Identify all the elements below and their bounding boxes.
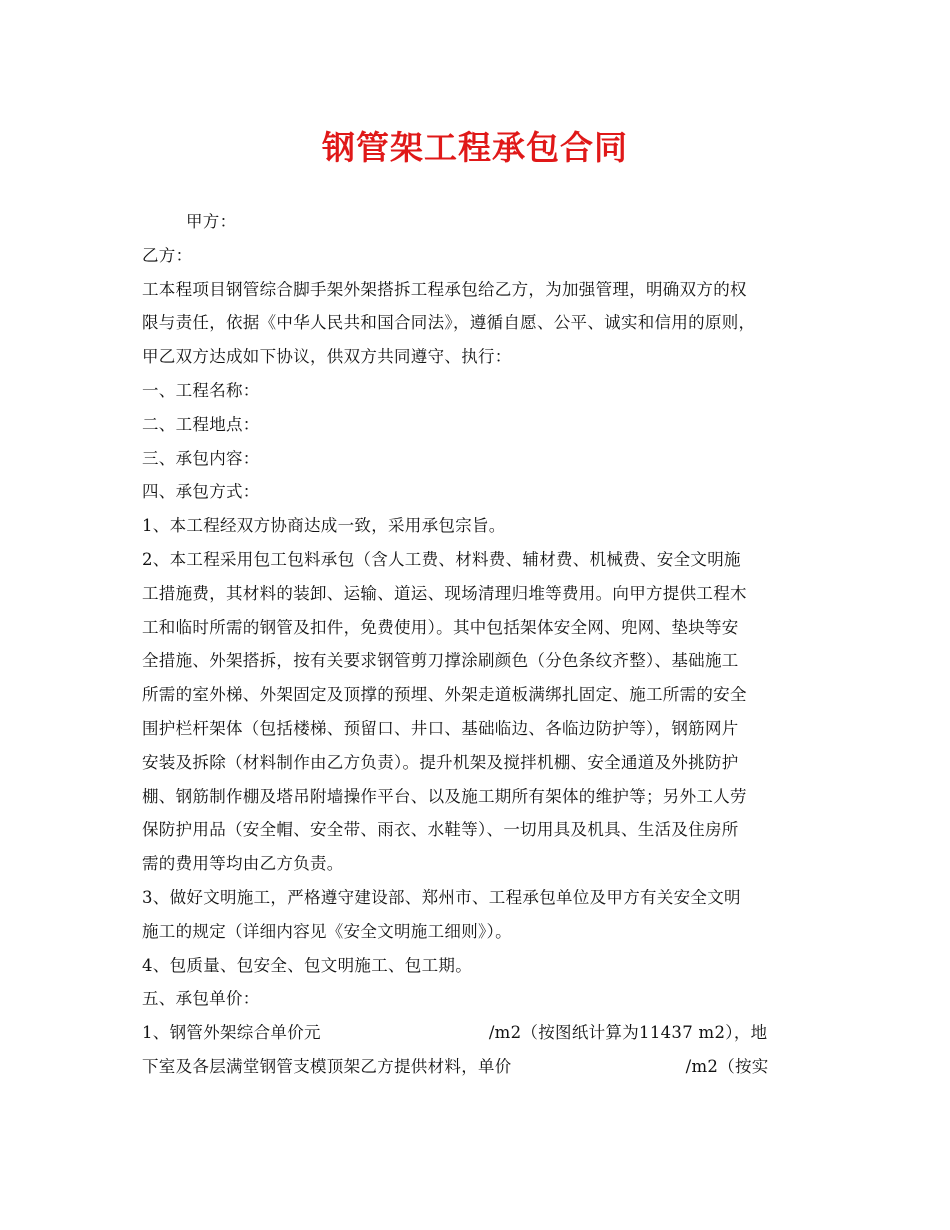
clause-line: 安装及拆除（材料制作由乙方负责）。提升机架及搅拌机棚、安全通道及外挑防护 (142, 752, 739, 772)
clause-line: 4、包质量、包安全、包文明施工、包工期。 (142, 955, 472, 975)
clause-line: 需的费用等均由乙方负责。 (142, 854, 344, 874)
clause-line: 工和临时所需的钢管及扣件，免费使用）。其中包括架体安全网、兜网、垫块等安 (142, 617, 739, 637)
price-line-start: 下室及各层满堂钢管支模顶架乙方提供材料，单价 (142, 1056, 512, 1076)
clause-line: 棚、钢筋制作棚及塔吊附墙操作平台、以及施工期所有架体的维护等；另外工人劳 (142, 786, 747, 806)
contract-body (142, 205, 822, 1084)
clause-line: 全措施、外架搭拆，按有关要求钢管剪刀撑涂刷颜色（分色条纹齐整）、基础施工 (142, 651, 739, 671)
section-heading-contract-method: 四、承包方式： (142, 482, 260, 502)
party-b-line: 乙方： (142, 245, 193, 265)
paragraph-line: 工本程项目钢管综合脚手架外架搭拆工程承包给乙方，为加强管理，明确双方的权 (142, 279, 747, 299)
price-line (142, 1016, 822, 1050)
clause-line: 围护栏杆架体（包括楼梯、预留口、井口、基础临边、各临边防护等），钢筋网片 (142, 718, 739, 738)
price-line-start: 1、钢管外架综合单价元 (142, 1023, 321, 1043)
clause-line: 施工的规定（详细内容见《安全文明施工细则》）。 (142, 921, 512, 941)
clause-line: 2、本工程采用包工包料承包（含人工费、材料费、辅材费、机械费、安全文明施 (142, 549, 741, 569)
price-line (142, 1050, 822, 1084)
price-line-end: /m2（按图纸计算为11437 m2），地 (488, 1023, 768, 1043)
section-heading-scope: 三、承包内容： (142, 448, 260, 468)
section-heading-project-name: 一、工程名称： (142, 380, 260, 400)
party-a-line: 甲方： (186, 212, 237, 231)
section-heading-unit-price: 五、承包单价： (142, 989, 260, 1009)
clause-line: 3、做好文明施工，严格遵守建设部、郑州市、工程承包单位及甲方有关安全文明 (142, 887, 741, 907)
clause-line: 工措施费，其材料的装卸、运输、道运、现场清理归堆等费用。向甲方提供工程木 (142, 583, 747, 603)
document-title: 钢管架工程承包合同 (322, 128, 628, 167)
clause-line: 1、本工程经双方协商达成一致，采用承包宗旨。 (142, 516, 506, 536)
paragraph-line: 甲乙双方达成如下协议，供双方共同遵守、执行： (142, 347, 512, 367)
section-heading-project-location: 二、工程地点： (142, 414, 260, 434)
clause-line: 所需的室外梯、外架固定及顶撑的预埋、外架走道板满绑扎固定、施工所需的安全 (142, 685, 747, 705)
price-line-end: /m2（按实 (685, 1056, 769, 1076)
clause-line: 保防护用品（安全帽、安全带、雨衣、水鞋等）、一切用具及机具、生活及住房所 (142, 820, 739, 840)
paragraph-line: 限与责任，依据《中华人民共和国合同法》，遵循自愿、公平、诚实和信用的原则， (142, 313, 756, 333)
